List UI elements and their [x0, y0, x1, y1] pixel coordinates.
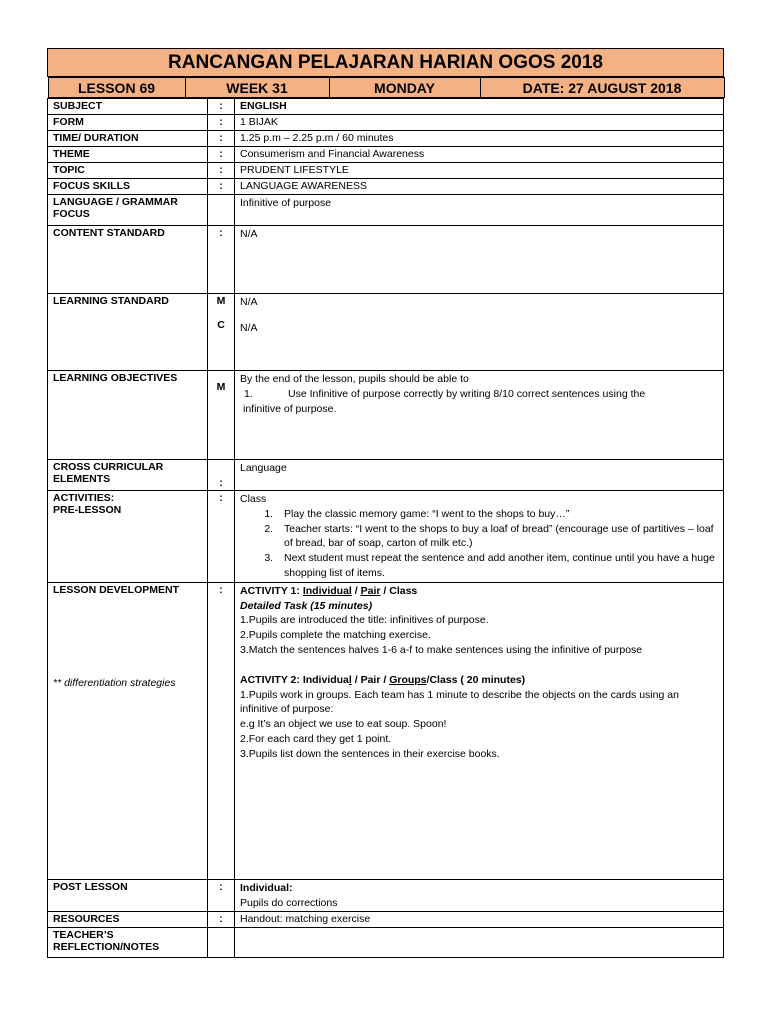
pre-lesson-step: 2. Teacher starts: “I went to the shops to buy a loaf of bread” (encourage use of partitives – loaf of bread, bar of soap, carton of milk etc.) — [276, 522, 718, 552]
activity-1-step: 3.Match the sentences halves 1-6 a-f to make sentences using the infinitive of purpose — [240, 643, 643, 656]
activity-2-step: e.g It’s an object we use to eat soup. Spoon! — [240, 718, 447, 731]
cross-curricular-value: Language — [235, 460, 724, 491]
pre-lesson-label: PRE-LESSON — [53, 504, 122, 516]
content-standard-value: N/A — [235, 226, 724, 294]
content-standard-label: CONTENT STANDARD — [48, 226, 208, 294]
week-number: WEEK 31 — [185, 78, 329, 98]
post-lesson-task: Pupils do corrections — [240, 896, 338, 909]
colon: : — [208, 179, 235, 195]
activity-2-heading: ACTIVITY 2: Individual / Pair / Groups/Class ( 20 minutes) — [240, 673, 526, 686]
colon: : — [208, 115, 235, 131]
objective-number: 1. — [244, 387, 253, 400]
activity-2-step: 1.Pupils work in groups. Each team has 1 minute to describe the objects on the cards using an infinitive of purpose: — [240, 688, 679, 716]
form-label: FORM — [48, 115, 208, 131]
differentiation-note: ** differentiation strategies — [53, 676, 176, 689]
objectives-intro: By the end of the lesson, pupils should be able to — [240, 373, 469, 385]
form-value: 1 BIJAK — [235, 115, 724, 131]
colon: : — [208, 879, 235, 912]
c-value: N/A — [240, 321, 258, 334]
topic-label: TOPIC — [48, 163, 208, 179]
time-value: 1.25 p.m – 2.25 p.m / 60 minutes — [235, 131, 724, 147]
pre-lesson-step: 3. Next student must repeat the sentence and add another item, continue until you have a huge shopping list of items. — [276, 551, 718, 581]
activity-1-heading: ACTIVITY 1: Individual / Pair / Class — [240, 584, 418, 597]
colon: : — [208, 460, 235, 491]
colon: : — [208, 147, 235, 163]
activity-2-step: 3.Pupils list down the sentences in their exercise books. — [240, 747, 500, 760]
reflection-value — [235, 928, 724, 958]
objective-text-cont: infinitive of purpose. — [243, 402, 337, 415]
lesson-info-bar — [48, 77, 725, 98]
resources-value: Handout: matching exercise — [235, 912, 724, 928]
pre-lesson-step: 1. Play the classic memory game: “I went to the shops to buy…” — [276, 507, 718, 522]
colon: : — [208, 226, 235, 294]
post-lesson-mode: Individual: — [240, 881, 293, 894]
objective-text: Use Infinitive of purpose correctly by writing 8/10 correct sentences using the — [288, 387, 646, 400]
activity-1-detail: Detailed Task (15 minutes) — [240, 599, 373, 612]
resources-label: RESOURCES — [48, 912, 208, 928]
colon: : — [208, 912, 235, 928]
lesson-day: MONDAY — [329, 78, 480, 98]
colon: : — [208, 491, 235, 583]
focus-skills-label: FOCUS SKILLS — [48, 179, 208, 195]
time-label: TIME/ DURATION — [48, 131, 208, 147]
focus-skills-value: LANGUAGE AWARENESS — [235, 179, 724, 195]
grammar-value: Infinitive of purpose — [235, 195, 724, 226]
lesson-development-label: LESSON DEVELOPMENT — [53, 583, 180, 596]
colon: : — [208, 582, 235, 879]
pre-lesson-mode: Class — [240, 493, 267, 505]
lesson-date: DATE: 27 AUGUST 2018 — [480, 78, 724, 98]
colon: : — [208, 131, 235, 147]
theme-value: Consumerism and Financial Awareness — [235, 147, 724, 163]
activity-1-step: 1.Pupils are introduced the title: infinitives of purpose. — [240, 614, 489, 627]
objectives-label: LEARNING OBJECTIVES — [48, 371, 208, 460]
post-lesson-label: POST LESSON — [48, 879, 208, 912]
grammar-label: LANGUAGE / GRAMMAR FOCUS — [48, 195, 208, 226]
colon: : — [208, 163, 235, 179]
m-mark: M — [216, 295, 226, 307]
learning-standard-label: LEARNING STANDARD — [48, 294, 208, 371]
objectives-mark: M — [216, 381, 226, 393]
c-mark: C — [217, 319, 225, 331]
objective-item — [240, 387, 718, 402]
subject-label: SUBJECT — [48, 99, 208, 115]
pre-lesson-steps — [240, 507, 718, 581]
activities-label: ACTIVITIES: — [53, 492, 115, 504]
m-value: N/A — [240, 296, 258, 308]
theme-label: THEME — [48, 147, 208, 163]
colon: : — [208, 99, 235, 115]
cross-curricular-label: CROSS CURRICULAR ELEMENTS — [48, 460, 208, 491]
activity-2-step: 2.For each card they get 1 point. — [240, 732, 392, 745]
reflection-label: TEACHER’S REFLECTION/NOTES — [48, 928, 208, 958]
plan-title: RANCANGAN PELAJARAN HARIAN OGOS 2018 — [48, 49, 724, 77]
lesson-number: LESSON 69 — [48, 78, 185, 98]
topic-value: PRUDENT LIFESTYLE — [235, 163, 724, 179]
lesson-plan-sheet — [47, 48, 723, 958]
subject-value: ENGLISH — [235, 99, 724, 115]
lesson-plan-table — [47, 48, 724, 958]
activity-1-step: 2.Pupils complete the matching exercise. — [240, 629, 431, 642]
